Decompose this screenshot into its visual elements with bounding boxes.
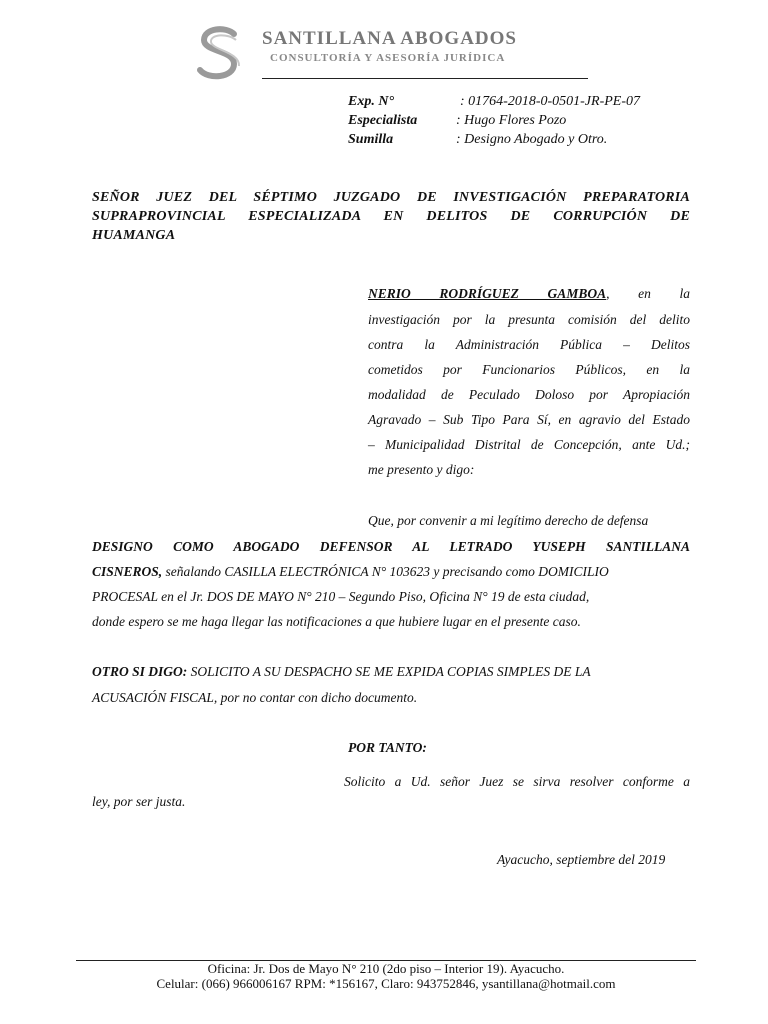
intro-line: – Municipalidad Distrital de Concepción, ante Ud.; <box>368 437 690 452</box>
intro-line: contra la Administración Pública – Delitos <box>368 337 690 352</box>
firm-name: SANTILLANA ABOGADOS <box>262 28 517 49</box>
intro-line-first: NERIO RODRÍGUEZ GAMBOA, en la <box>368 286 690 301</box>
designation-line: DESIGNO COMO ABOGADO DEFENSOR AL LETRADO YUSEPH SANTILLANA <box>92 539 690 554</box>
addressee-block <box>92 188 690 245</box>
specialist-value: : Hugo Flores Pozo <box>456 113 567 128</box>
specialist-label: Especialista <box>348 113 418 128</box>
request-line: Solicito a Ud. señor Juez se sirva resolver conforme a <box>344 774 690 789</box>
firm-logo-icon <box>190 24 248 82</box>
request-line-2: ley, por ser justa. <box>92 794 186 809</box>
place-date: Ayacucho, septiembre del 2019 <box>497 852 666 867</box>
designation-line-2: CISNEROS, señalando CASILLA ELECTRÓNICA N° 103623 y precisando como DOMICILIO <box>92 564 609 579</box>
firm-subtitle: CONSULTORÍA Y ASESORÍA JURÍDICA <box>270 52 506 64</box>
otrosi-line-2: ACUSACIÓN FISCAL, por no contar con dicho documento. <box>92 690 418 705</box>
footer-address: Oficina: Jr. Dos de Mayo N° 210 (2do piso – Interior 19). Ayacucho. <box>207 961 565 976</box>
case-number-value: : 01764-2018-0-0501-JR-PE-07 <box>460 94 641 109</box>
procesal-line: PROCESAL en el Jr. DOS DE MAYO N° 210 – Segundo Piso, Oficina N° 19 de esta ciudad, <box>92 589 590 604</box>
body-opening: Que, por convenir a mi legítimo derecho de defensa <box>368 513 649 528</box>
footer-contact: Celular: (066) 966006167 RPM: *156167, Claro: 943752846, ysantillana@hotmail.com <box>156 976 616 991</box>
addressee-line: SUPRAPROVINCIAL ESPECIALIZADA EN DELITOS DE CORRUPCIÓN DE <box>92 209 690 224</box>
intro-line: Agravado – Sub Tipo Para Sí, en agravio del Estado <box>368 412 690 427</box>
intro-line: me presento y digo: <box>368 462 475 477</box>
letterhead-divider <box>262 78 588 79</box>
intro-line: modalidad de Peculado Doloso por Apropiación <box>368 387 690 402</box>
summary-value: : Designo Abogado y Otro. <box>456 132 608 147</box>
otrosi-label: OTRO SI DIGO: <box>92 664 188 679</box>
summary-label: Sumilla <box>348 132 394 147</box>
petitioner-name: NERIO RODRÍGUEZ GAMBOA <box>368 286 607 301</box>
por-tanto-heading: POR TANTO: <box>348 740 427 755</box>
intro-line: cometidos por Funcionarios Públicos, en la <box>368 362 690 377</box>
intro-line: investigación por la presunta comisión del delito <box>368 312 690 327</box>
notification-line: donde espero se me haga llegar las notificaciones a que hubiere lugar en el presente caso. <box>92 614 581 629</box>
otrosi-line: OTRO SI DIGO: SOLICITO A SU DESPACHO SE ME EXPIDA COPIAS SIMPLES DE LA <box>92 664 591 679</box>
addressee-line: SEÑOR JUEZ DEL SÉPTIMO JUZGADO DE INVESTIGACIÓN PREPARATORIA <box>92 190 690 205</box>
addressee-line: HUAMANGA <box>92 228 176 243</box>
case-number-label: Exp. N° <box>348 94 395 109</box>
